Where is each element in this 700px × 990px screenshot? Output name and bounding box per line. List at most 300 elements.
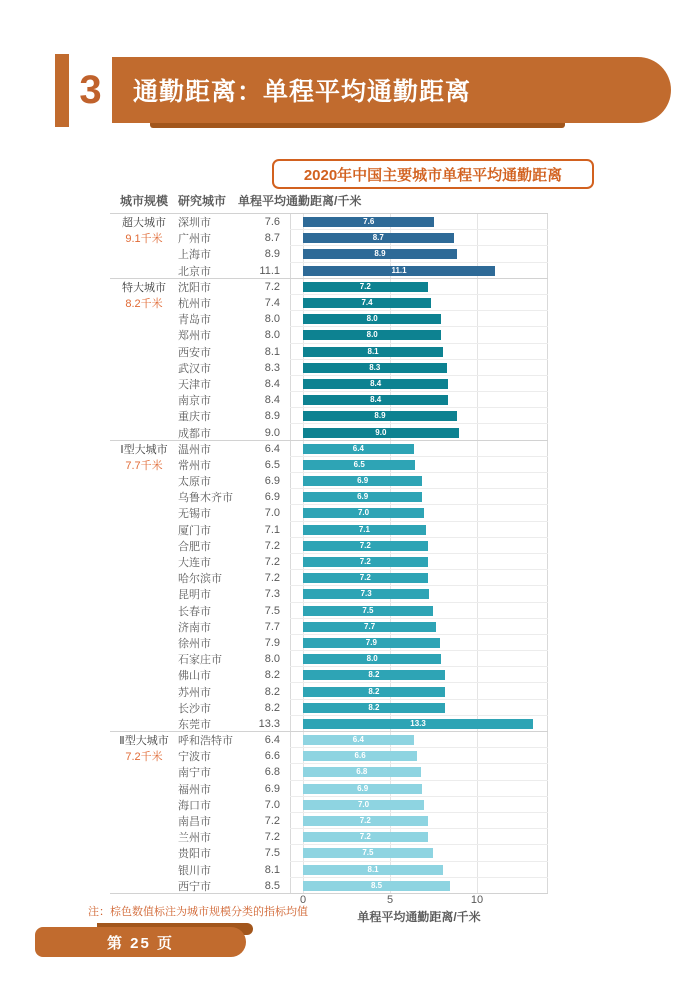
group-cell-empty: [110, 781, 178, 797]
city-label: 天津市: [178, 378, 211, 391]
city-label: 武汉市: [178, 362, 211, 375]
plot-cell: [290, 424, 548, 440]
value-label: 6.9: [264, 491, 280, 504]
group-cell-empty: [110, 603, 178, 619]
group-cell-empty: [110, 344, 178, 360]
value-label: 7.3: [264, 588, 280, 601]
bar-value-label: 8.4: [370, 395, 382, 405]
bar-value-label: 7.5: [362, 848, 374, 858]
city-label: 济南市: [178, 621, 211, 634]
page-number-badge: 第 25 页: [35, 927, 246, 957]
plot-cell: [290, 603, 548, 619]
plot-cell: [290, 538, 548, 554]
bar: [303, 217, 434, 227]
bar: [303, 622, 436, 632]
table-row: [110, 360, 548, 376]
group-cell-empty: [110, 505, 178, 521]
table-row: [110, 230, 548, 246]
table-row: [110, 408, 548, 424]
plot-cell: [290, 522, 548, 538]
section-number: 3: [79, 68, 102, 112]
bar-value-label: 6.4: [352, 735, 364, 745]
value-label: 7.0: [264, 798, 280, 811]
city-label: 郑州市: [178, 330, 211, 343]
city-label: 福州市: [178, 783, 211, 796]
table-row: [110, 214, 548, 230]
bar-value-label: 8.2: [368, 702, 380, 712]
city-label: 徐州市: [178, 637, 211, 650]
table-row: [110, 813, 548, 829]
table-row: [110, 845, 548, 861]
bar-value-label: 7.2: [359, 832, 371, 842]
value-label: 6.4: [264, 442, 280, 455]
city-label: 广州市: [178, 233, 211, 246]
bar: [303, 784, 422, 794]
value-label: 7.5: [264, 604, 280, 617]
bar: [303, 444, 414, 454]
bar: [303, 249, 457, 259]
group-cell-empty: [110, 408, 178, 424]
city-label: 南京市: [178, 395, 211, 408]
bar: [303, 492, 422, 502]
group-mean-label: 8.2千米: [125, 298, 163, 311]
plot-cell: [290, 408, 548, 424]
bar-value-label: 8.3: [369, 362, 381, 372]
city-label: 厦门市: [178, 524, 211, 537]
table-row: [110, 424, 548, 440]
bar-value-label: 7.2: [359, 816, 371, 826]
table-row: [110, 441, 548, 457]
plot-cell: [290, 586, 548, 602]
table-row: [110, 829, 548, 845]
value-label: 7.6: [264, 216, 280, 229]
group-mean-label: 7.2千米: [125, 751, 163, 764]
table-row: [110, 489, 548, 505]
group-cell-empty: [110, 683, 178, 699]
value-label: 7.2: [264, 572, 280, 585]
value-label: 6.9: [264, 782, 280, 795]
value-label: 8.2: [264, 701, 280, 714]
value-label: 6.9: [264, 475, 280, 488]
plot-cell: [290, 781, 548, 797]
table-row: [110, 392, 548, 408]
table-row: [110, 781, 548, 797]
table-row: [110, 344, 548, 360]
bar: [303, 848, 433, 858]
bar-value-label: 7.2: [359, 573, 371, 583]
plot-cell: [290, 554, 548, 570]
city-label: 上海市: [178, 249, 211, 262]
city-label: 北京市: [178, 265, 211, 278]
group-cell-empty: [110, 311, 178, 327]
city-label: 大连市: [178, 557, 211, 570]
bar-value-label: 9.0: [375, 427, 387, 437]
group-label: Ⅱ型大城市: [119, 735, 169, 748]
group-cell-empty: [110, 570, 178, 586]
plot-cell: [290, 829, 548, 845]
bar-value-label: 6.4: [352, 443, 364, 453]
bar-value-label: 7.2: [359, 557, 371, 567]
column-header-city-scale: 城市规模: [119, 194, 168, 208]
value-label: 6.4: [264, 734, 280, 747]
column-header-study-city: 研究城市: [178, 194, 227, 208]
value-label: 7.2: [264, 831, 280, 844]
bar-value-label: 8.9: [374, 411, 386, 421]
city-label: 东莞市: [178, 718, 211, 731]
table-row: [110, 327, 548, 343]
bar-value-label: 7.0: [357, 799, 370, 809]
city-label: 兰州市: [178, 832, 211, 845]
group-label: 特大城市: [122, 281, 166, 294]
plot-cell: [290, 635, 548, 651]
value-label: 7.2: [264, 815, 280, 828]
group-cell-empty: [110, 263, 178, 279]
city-label: 重庆市: [178, 411, 211, 424]
group-cell-empty: [110, 586, 178, 602]
value-label: 8.2: [264, 669, 280, 682]
bar-value-label: 11.1: [391, 265, 407, 275]
value-label: 6.6: [264, 750, 280, 763]
city-label: 哈尔滨市: [178, 573, 222, 586]
bar-value-label: 8.4: [370, 378, 382, 388]
plot-cell: [290, 878, 548, 894]
bar-value-label: 8.1: [367, 346, 379, 356]
value-label: 8.0: [264, 329, 280, 342]
table-row: [110, 505, 548, 521]
group-cell-empty: [110, 619, 178, 635]
bar-value-label: 8.7: [372, 233, 384, 243]
plot-cell: [290, 360, 548, 376]
group-cell-empty: [110, 651, 178, 667]
x-tick-5: 5: [386, 894, 394, 906]
value-label: 11.1: [259, 264, 280, 277]
group-label: Ⅰ型大城市: [120, 443, 168, 456]
value-label: 9.0: [264, 426, 280, 439]
value-label: 7.4: [264, 297, 280, 310]
plot-cell: [290, 295, 548, 311]
bar: [303, 751, 417, 761]
bar: [303, 541, 428, 551]
group-cell-empty: [110, 862, 178, 878]
table-row: [110, 263, 548, 279]
table-row: [110, 635, 548, 651]
city-label: 深圳市: [178, 217, 211, 230]
bar: [303, 428, 459, 438]
bar-value-label: 13.3: [410, 718, 426, 728]
bar: [303, 654, 441, 664]
city-label: 银川市: [178, 864, 211, 877]
table-row: [110, 651, 548, 667]
group-mean-label: 9.1千米: [125, 233, 163, 246]
bar-value-label: 7.0: [357, 508, 370, 518]
value-label: 13.3: [258, 717, 280, 730]
plot-cell: [290, 311, 548, 327]
page-title: 通勤距离：单程平均通勤距离: [133, 78, 472, 106]
bar-value-label: 7.3: [360, 589, 372, 599]
table-row: [110, 683, 548, 699]
bar: [303, 638, 440, 648]
group-cell-empty: [110, 246, 178, 262]
table-row: [110, 311, 548, 327]
table-row: [110, 619, 548, 635]
bar-value-label: 7.1: [358, 524, 370, 534]
value-label: 6.8: [264, 766, 280, 779]
group-cell-empty: [110, 635, 178, 651]
bar-value-label: 8.5: [370, 880, 383, 890]
group-cell-empty: [110, 667, 178, 683]
city-label: 成都市: [178, 427, 211, 440]
bar: [303, 573, 428, 583]
bar: [303, 347, 443, 357]
bar: [303, 735, 414, 745]
group-cell-empty: [110, 538, 178, 554]
table-header-row: [110, 192, 548, 212]
bar-value-label: 7.9: [365, 637, 377, 647]
city-label: 乌鲁木齐市: [178, 492, 233, 505]
city-label: 青岛市: [178, 314, 211, 327]
bar: [303, 508, 424, 518]
city-label: 苏州市: [178, 686, 211, 699]
section-number-box: [55, 54, 112, 127]
value-label: 7.1: [264, 523, 280, 536]
plot-cell: [290, 764, 548, 780]
city-label: 无锡市: [178, 508, 211, 521]
bar: [303, 363, 447, 373]
group-cell-empty: [110, 522, 178, 538]
table-row: [110, 473, 548, 489]
bar-value-label: 7.2: [359, 540, 371, 550]
plot-cell: [290, 505, 548, 521]
bar-value-label: 7.6: [363, 217, 375, 227]
city-label: 沈阳市: [178, 281, 211, 294]
plot-cell: [290, 619, 548, 635]
table-row: [110, 554, 548, 570]
x-axis-label: 单程平均通勤距离/千米: [357, 910, 481, 924]
bar: [303, 525, 426, 535]
value-label: 7.5: [264, 847, 280, 860]
table-row: [110, 716, 548, 732]
plot-cell: [290, 230, 548, 246]
plot-cell: [290, 441, 548, 457]
plot-cell: [290, 716, 548, 732]
bar: [303, 816, 428, 826]
plot-cell: [290, 263, 548, 279]
plot-cell: [290, 344, 548, 360]
plot-cell: [290, 279, 548, 295]
plot-cell: [290, 797, 548, 813]
bar-value-label: 8.0: [366, 654, 378, 664]
city-label: 太原市: [178, 476, 211, 489]
group-cell-empty: [110, 424, 178, 440]
bar: [303, 767, 421, 777]
value-label: 7.2: [264, 556, 280, 569]
bar-value-label: 6.5: [353, 459, 365, 469]
table-row: [110, 570, 548, 586]
city-label: 杭州市: [178, 298, 211, 311]
value-label: 7.2: [264, 280, 280, 293]
table-row: [110, 603, 548, 619]
plot-cell: [290, 246, 548, 262]
footnote: 注：棕色数值标注为城市规模分类的指标均值: [88, 906, 308, 918]
city-label: 海口市: [178, 799, 211, 812]
table-row: [110, 376, 548, 392]
bar-value-label: 6.9: [357, 492, 369, 502]
bar-value-label: 8.9: [374, 249, 386, 259]
city-label: 南昌市: [178, 816, 211, 829]
group-label: 超大城市: [122, 217, 166, 230]
group-cell-empty: [110, 473, 178, 489]
plot-cell: [290, 570, 548, 586]
group-cell-empty: [110, 360, 178, 376]
city-label: 石家庄市: [178, 654, 222, 667]
plot-cell: [290, 813, 548, 829]
city-label: 佛山市: [178, 670, 211, 683]
table-row: [110, 667, 548, 683]
group-mean-label: 7.7千米: [125, 459, 163, 472]
bar: [303, 411, 457, 421]
value-label: 8.1: [264, 345, 280, 358]
bar: [303, 687, 445, 697]
bar: [303, 395, 448, 405]
bar: [303, 330, 441, 340]
group-cell-empty: [110, 813, 178, 829]
plot-cell: [290, 732, 548, 748]
plot-cell: [290, 845, 548, 861]
value-label: 8.2: [264, 685, 280, 698]
table-row: [110, 538, 548, 554]
bar-value-label: 7.2: [359, 281, 371, 291]
plot-cell: [290, 392, 548, 408]
value-label: 7.7: [264, 620, 280, 633]
plot-cell: [290, 489, 548, 505]
bar: [303, 865, 443, 875]
value-label: 8.0: [264, 653, 280, 666]
group-cell-empty: [110, 392, 178, 408]
group-cell-empty: [110, 327, 178, 343]
bar: [303, 800, 424, 810]
bar-value-label: 6.6: [354, 751, 366, 761]
group-cell-empty: [110, 554, 178, 570]
chart-rows: [110, 214, 548, 894]
city-label: 西宁市: [178, 880, 211, 893]
bar: [303, 476, 422, 486]
value-label: 8.3: [264, 361, 280, 374]
value-label: 8.4: [264, 394, 280, 407]
table-row: [110, 797, 548, 813]
plot-cell: [290, 667, 548, 683]
bar-value-label: 7.5: [362, 605, 374, 615]
group-cell-empty: [110, 878, 178, 894]
bar: [303, 719, 533, 729]
group-cell-empty: [110, 716, 178, 732]
bar-value-label: 7.7: [364, 621, 376, 631]
group-cell-empty: [110, 829, 178, 845]
table-row: [110, 732, 548, 748]
bar: [303, 460, 415, 470]
table-row: [110, 764, 548, 780]
bar: [303, 670, 445, 680]
bar: [303, 314, 441, 324]
table-row: [110, 586, 548, 602]
group-cell-empty: [110, 845, 178, 861]
city-label: 宁波市: [178, 751, 211, 764]
value-label: 8.5: [264, 879, 280, 892]
column-header-distance: 单程平均通勤距离/千米: [238, 194, 362, 208]
plot-cell: [290, 214, 548, 230]
value-label: 8.7: [264, 232, 280, 245]
bar-value-label: 7.4: [361, 298, 373, 308]
group-cell-empty: [110, 489, 178, 505]
group-cell-empty: [110, 764, 178, 780]
value-label: 7.2: [264, 539, 280, 552]
city-label: 昆明市: [178, 589, 211, 602]
bar: [303, 606, 433, 616]
plot-cell: [290, 700, 548, 716]
plot-cell: [290, 376, 548, 392]
bar: [303, 298, 431, 308]
bar-value-label: 6.9: [357, 476, 369, 486]
group-cell-empty: [110, 700, 178, 716]
city-label: 长春市: [178, 605, 211, 618]
x-tick-10: 10: [470, 894, 484, 906]
bar: [303, 703, 445, 713]
bar-value-label: 8.0: [366, 330, 378, 340]
group-cell-empty: [110, 797, 178, 813]
bar-value-label: 6.9: [357, 783, 369, 793]
table-row: [110, 279, 548, 295]
x-tick-0: 0: [299, 894, 307, 906]
value-label: 7.9: [264, 636, 280, 649]
value-label: 8.4: [264, 377, 280, 390]
header-banner: [55, 57, 671, 123]
value-label: 8.0: [264, 313, 280, 326]
city-label: 贵阳市: [178, 848, 211, 861]
chart-title: 2020年中国主要城市单程平均通勤距离: [272, 159, 594, 189]
bar-value-label: 8.0: [366, 314, 378, 324]
table-row: [110, 246, 548, 262]
table-row: [110, 295, 548, 311]
value-label: 6.5: [264, 458, 280, 471]
city-label: 温州市: [178, 443, 211, 456]
plot-cell: [290, 683, 548, 699]
value-label: 8.9: [264, 248, 280, 261]
bar: [303, 379, 448, 389]
bar: [303, 233, 454, 243]
plot-cell: [290, 651, 548, 667]
bar: [303, 589, 429, 599]
bar-chart: [110, 213, 548, 894]
city-label: 合肥市: [178, 540, 211, 553]
bar-value-label: 8.2: [368, 686, 380, 696]
bar: [303, 557, 428, 567]
city-label: 常州市: [178, 459, 211, 472]
table-row: [110, 522, 548, 538]
bar: [303, 832, 428, 842]
bar-value-label: 8.1: [367, 864, 379, 874]
bar: [303, 282, 428, 292]
value-label: 7.0: [264, 507, 280, 520]
plot-cell: [290, 748, 548, 764]
bar-value-label: 6.8: [356, 767, 368, 777]
bar-value-label: 8.2: [368, 670, 380, 680]
plot-cell: [290, 473, 548, 489]
plot-cell: [290, 327, 548, 343]
city-label: 南宁市: [178, 767, 211, 780]
city-label: 呼和浩特市: [178, 735, 233, 748]
city-label: 长沙市: [178, 702, 211, 715]
value-label: 8.9: [264, 410, 280, 423]
value-label: 8.1: [264, 863, 280, 876]
